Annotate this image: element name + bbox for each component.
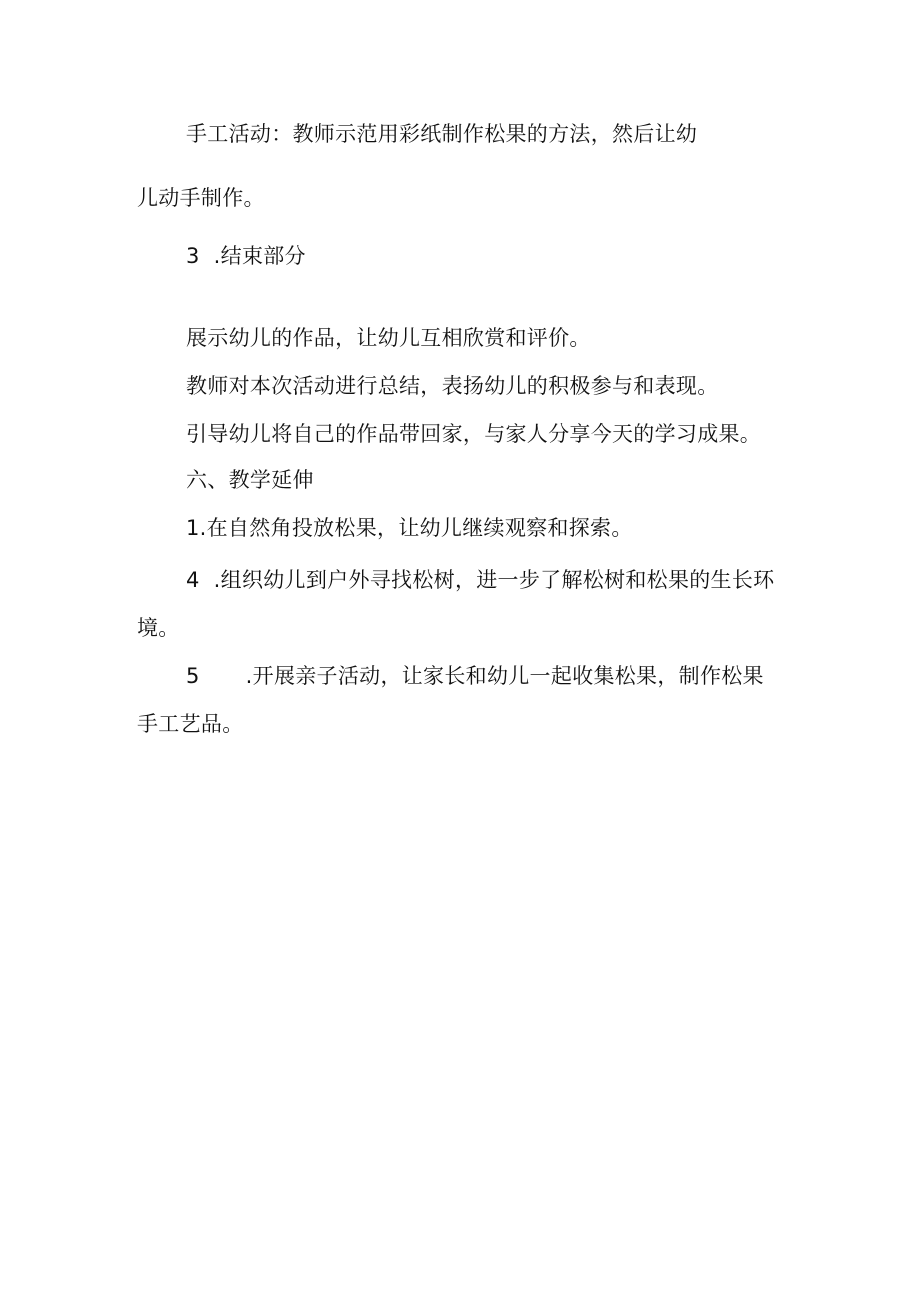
extension-item-4-line1 xyxy=(186,566,774,594)
item-text: .组织幼儿到户外寻找松树，进一步了解松树和松果的生长环 xyxy=(213,568,775,592)
paragraph-handcraft-line2: 儿动手制作。 xyxy=(137,186,265,210)
extension-item-5-line1 xyxy=(186,662,764,690)
paragraph-handcraft-line1: 手工活动：教师示范用彩纸制作松果的方法，然后让幼 xyxy=(186,122,698,146)
item-number: 4 xyxy=(186,568,200,592)
section-title: .结束部分 xyxy=(213,244,306,268)
section-heading-extension: 六、教学延伸 xyxy=(186,468,314,492)
list-item-show-works: 展示幼儿的作品，让幼儿互相欣赏和评价。 xyxy=(186,326,591,350)
section-number: 3 xyxy=(186,244,200,268)
extension-item-5-line2: 手工艺品。 xyxy=(137,712,244,736)
list-item-summary: 教师对本次活动进行总结，表扬幼儿的积极参与和表现。 xyxy=(186,374,719,398)
item-text: .开展亲子活动，让家长和幼儿一起收集松果，制作松果 xyxy=(245,664,764,688)
item-number: 5 xyxy=(186,664,200,688)
section-heading-ending xyxy=(186,242,306,270)
extension-item-1: 1.在自然角投放松果，让幼儿继续观察和探索。 xyxy=(186,516,633,540)
list-item-take-home: 引导幼儿将自己的作品带回家，与家人分享今天的学习成果。 xyxy=(186,422,762,446)
extension-item-4-line2: 境。 xyxy=(137,616,180,640)
